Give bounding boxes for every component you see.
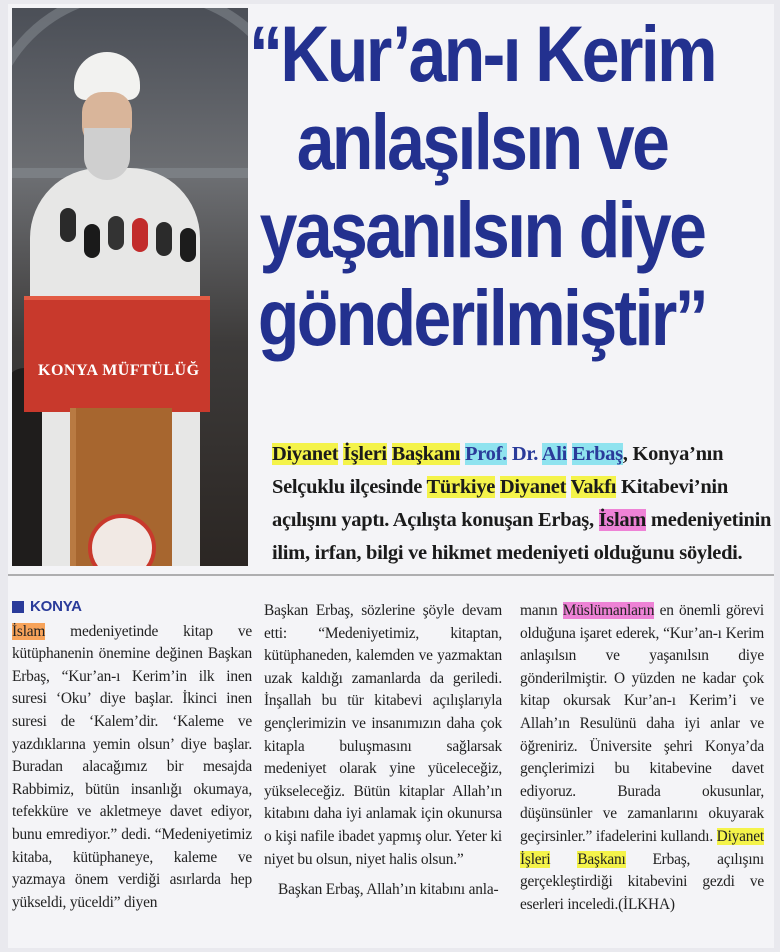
body-paragraph: Başkan Erbaş, Allah’ın kitabını anla-	[278, 881, 499, 899]
body-paragraph: Başkan Erbaş, sözlerine şöyle devam etti: “Medeniyetimiz, kitaptan, kütüphaneden, kalemden ve yazmaktan uzak kaldığı zamanlarda da geriledi. İnşallah bu tür kitabevi açılışlarıyla gençlerimizin ve insanımızın daha çok kitapla buluşmasını sağlarsak medeniyet olarak yine yüceleceğiz, yükseleceğiz. Bütün kitaplar Allah’ın kitabını daha iyi anlamak için okunursa o kişi nafile ibadet yapmış olur. Yeter ki niyet bu olsun, niyet halis olsun.”	[264, 602, 502, 868]
newspaper-page	[8, 4, 774, 948]
headline-line-3: yaşanılsın diye	[259, 185, 705, 274]
body-paragraph	[12, 621, 252, 915]
highlight-baskani-body: Başkanı	[577, 850, 626, 868]
lead-paragraph	[272, 438, 772, 570]
highlight-diyanet-2: Diyanet	[499, 476, 567, 498]
highlight-vakfi: Vakfı	[570, 476, 617, 498]
article-photo	[12, 8, 248, 566]
photo-podium	[24, 296, 210, 412]
microphone-icon	[108, 216, 124, 250]
highlight-erbas: Erbaş	[571, 443, 623, 465]
highlight-muslumanlarin: Müslümanların	[562, 602, 655, 619]
highlight-turkiye: Türkiye	[426, 476, 496, 498]
lead-text-3: medeniyetinin ilim, irfan, bilgi ve hikmet medeniyeti olduğunu söyledi.	[272, 509, 772, 564]
highlight-isleri: İşleri	[343, 443, 387, 465]
lead-text-2: Kitabevi’nin açılışını yaptı. Açılışta konuşan Erbaş,	[272, 476, 728, 531]
highlight-islam-body: İslam	[12, 622, 46, 640]
body-column-2	[264, 600, 502, 902]
body-text: medeniyetinde kitap ve kütüphanenin önemine değinen Başkan Erbaş, “Kur’an-ı Kerim’in ilk inen suresi ‘Oku’ diye başlar. İkinci inen suresi de ‘Kalem’dir. ‘Kaleme ve yazdıklarına yemin olsun’ diye başlar. Buradan alacağımız bir mesajda Rabbimiz, bütün insanlığı okumaya, tefekküre ve akletmeye davet ediyor, bunu emrediyor.” dedi. “Medeniyetimiz kitaba, kütüphaneye, kaleme ve yazmaya önem verdiği asırlarda hep yükseldi, yüceldi” diyen	[12, 622, 252, 911]
body-column-3	[520, 600, 764, 916]
microphone-icon	[156, 222, 172, 256]
highlight-isleri-body: İşleri	[520, 850, 551, 868]
microphone-icon	[132, 218, 148, 252]
podium-label: KONYA MÜFTÜLÜĞ	[38, 362, 200, 379]
highlight-diyanet-body: Diyanet	[716, 827, 764, 845]
photo-microphones	[54, 198, 204, 288]
headline	[231, 10, 733, 362]
highlight-baskani: Başkanı	[391, 443, 461, 465]
microphone-icon	[180, 228, 196, 262]
section-divider	[8, 574, 774, 576]
highlight-diyanet: Diyanet	[272, 443, 339, 465]
body-text: Erbaş, açılışını gerçekleştirdiği kitabevini gezdi ve eserleri inceledi.(İLKHA)	[520, 850, 764, 913]
body-column-1	[12, 596, 252, 914]
headline-line-1: “Kur’an-ı Kerim	[249, 9, 715, 98]
dateline	[12, 596, 252, 619]
body-text: manın	[520, 602, 563, 619]
highlight-ali: Ali	[541, 443, 568, 465]
photo-speaker-beard	[84, 128, 130, 180]
dateline-city: KONYA	[30, 598, 82, 615]
highlight-islam: İslam	[598, 509, 647, 531]
lead-dr: Dr.	[511, 443, 539, 465]
body-paragraph	[520, 600, 764, 916]
headline-line-2: anlaşılsın ve	[296, 97, 668, 186]
microphone-icon	[84, 224, 100, 258]
body-text: en önemli görevi olduğuna işaret ederek, “Kur’an-ı Kerim anlaşılsın ve yaşanılsın diye gönderilmiştir. O yüzden ne kadar çok kitap okursak Kur’an-ı Kerim’i ve Allah’ın Resulünü daha iyi anlar ve öğreniriz. Üniversite şehri Konya’da gençlerimizi bu kitabevine davet ediyoruz. Burada okusunlar, düşünsünler ve zamanlarını okuyarak geçirsinler.” ifadelerini kullandı.	[520, 602, 764, 845]
highlight-prof: Prof.	[465, 443, 507, 465]
microphone-icon	[60, 208, 76, 242]
lead-text-1: , Konya’nın Selçuklu ilçesinde	[272, 443, 724, 498]
square-bullet-icon	[12, 601, 24, 613]
headline-line-4: gönderilmiştir”	[257, 273, 707, 362]
